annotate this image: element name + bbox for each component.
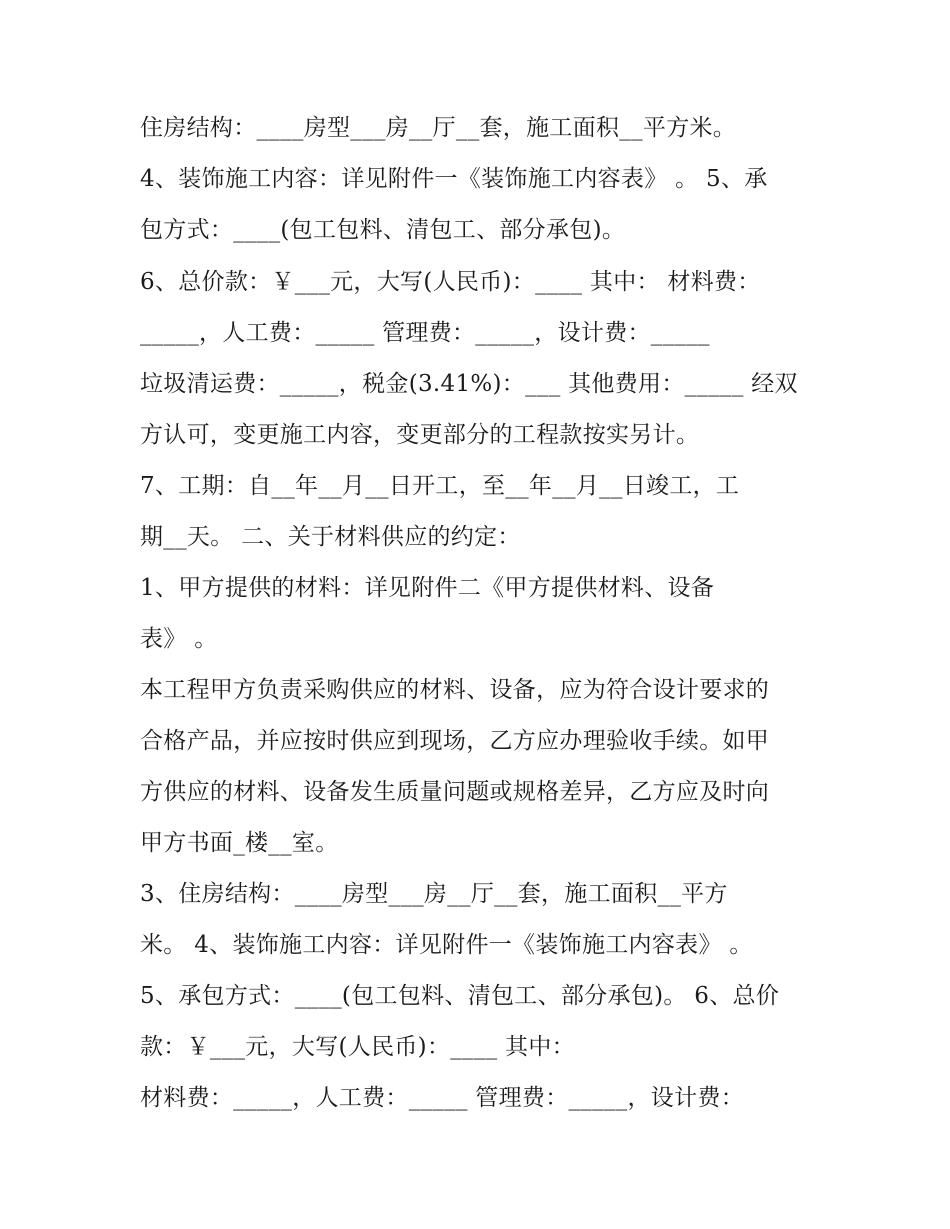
text-line: 住房结构：____房型___房__厅__套，施工面积__平方米。: [140, 115, 737, 141]
text-line: 4、装饰施工内容：详见附件一《装饰施工内容表》 。 5、承: [140, 166, 768, 192]
text-line: 合格产品，并应按时供应到现场，乙方应办理验收手续。如甲: [140, 728, 770, 754]
text-line: 本工程甲方负责采购供应的材料、设备，应为符合设计要求的: [140, 677, 770, 703]
text-line: 米。 4、装饰施工内容：详见附件一《装饰施工内容表》 。: [140, 932, 753, 958]
text-line: 方认可，变更施工内容，变更部分的工程款按实另计。: [140, 422, 700, 448]
text-line: 方供应的材料、设备发生质量问题或规格差异，乙方应及时向: [140, 779, 770, 805]
text-line: 5、承包方式：____(包工包料、清包工、部分承包)。 6、总价: [140, 983, 780, 1009]
text-line: 6、总价款：￥___元，大写(人民币)：____ 其中： 材料费：: [140, 269, 761, 295]
text-line: 款：￥___元，大写(人民币)：____ 其中：: [140, 1034, 575, 1060]
text-line: 材料费：_____，人工费：_____ 管理费：_____，设计费：: [140, 1085, 745, 1111]
text-line: 表》 。: [140, 626, 218, 652]
text-line: _____，人工费：_____ 管理费：_____，设计费：_____: [140, 320, 710, 346]
text-line: 包方式：____(包工包料、清包工、部分承包)。: [140, 217, 626, 243]
text-line: 期__天。 二、关于材料供应的约定：: [140, 524, 521, 550]
text-line: 7、工期：自__年__月__日开工，至__年__月__日竣工，工: [140, 473, 740, 499]
text-line: 甲方书面_楼__室。: [140, 830, 339, 856]
text-line: 3、住房结构：____房型___房__厅__套，施工面积__平方: [140, 881, 728, 907]
text-line: 垃圾清运费：_____，税金(3.41%)：___ 其他费用：_____ 经双: [140, 371, 798, 397]
text-line: 1、甲方提供的材料：详见附件二《甲方提供材料、设备: [140, 575, 715, 601]
